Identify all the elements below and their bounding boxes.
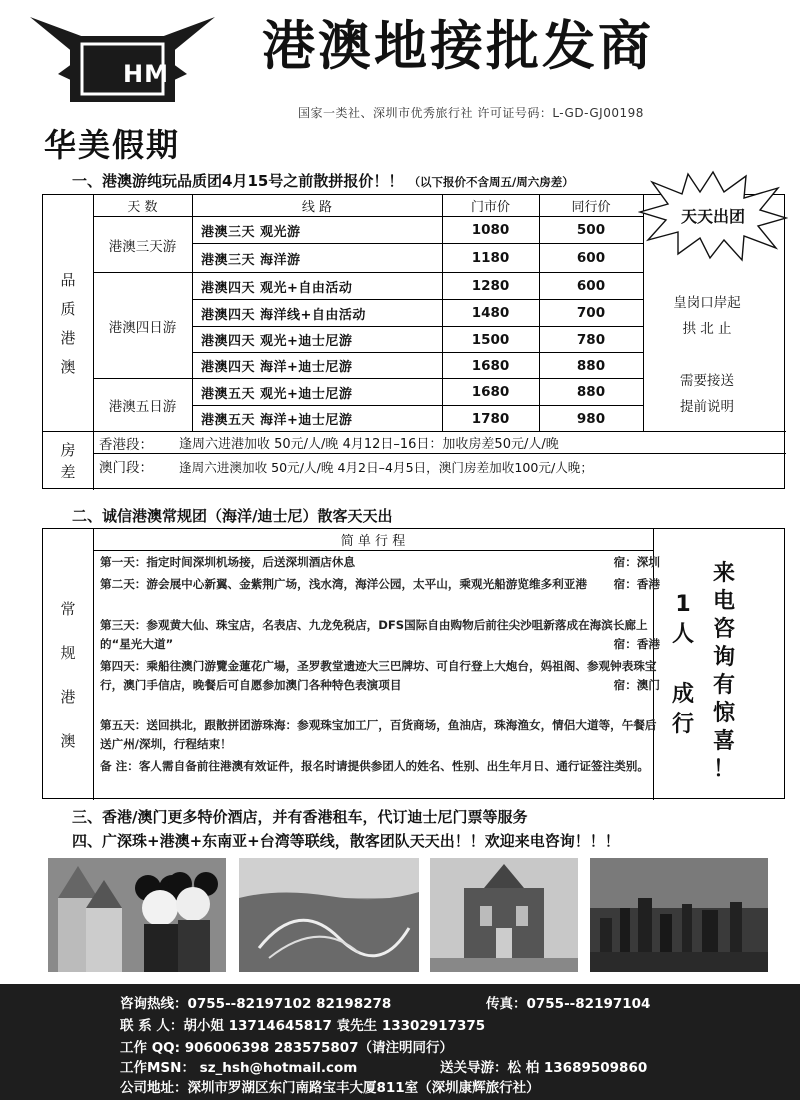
hk-segment-label: 香港段： xyxy=(99,436,153,453)
trade-price: 700 xyxy=(576,305,606,321)
ocean-park-photo xyxy=(239,858,419,972)
call-promo: 来 电 咨 询 有 惊 喜 ！ xyxy=(712,561,735,782)
brand-name: 华美假期 xyxy=(44,126,181,164)
contact-persons: 联 系 人：胡小姐 13714645817 袁先生 13302917375 xyxy=(120,1018,486,1034)
ruins-st-paul-photo xyxy=(430,858,578,972)
route-name: 港澳四天 观光+自由活动 xyxy=(201,280,353,296)
regular-tour-label: 常 规 港 澳 xyxy=(60,600,76,750)
work-msn: 工作MSN： sz_hsh@hotmail.com xyxy=(120,1060,358,1076)
daily-departure-badge: 天天出团 xyxy=(638,170,788,262)
room-surcharge-label: 房 差 xyxy=(60,441,76,481)
macau-segment-text: 逢周六进澳加收 50元/人/晚 4月2日–4月5日，澳门房差加收100元/人晚； xyxy=(179,459,593,475)
route-name: 港澳四天 海洋线+自由活动 xyxy=(201,307,366,323)
hk-skyline-photo xyxy=(590,858,768,972)
logo-initials: HM xyxy=(123,60,169,88)
disneyland-photo xyxy=(48,858,226,972)
section4-title: 四、广深珠+港澳+东南亚+台湾等联线，散客团队天天出！！欢迎来电咨询！！！ xyxy=(72,832,620,850)
company-address: 公司地址：深圳市罗湖区东门南路宝丰大厦811室（深圳康辉旅行社） xyxy=(120,1080,540,1096)
hotline: 咨询热线：0755--82197102 82198278 xyxy=(120,996,392,1012)
itinerary-day-2: 第二天：游会展中心新翼、金紫荆广场，浅水湾，海洋公园，太平山，乘观光船游览维多利亚港 宿：香港 xyxy=(100,577,660,591)
category-label: 品 质 港 澳 xyxy=(60,270,76,376)
min-group-promo: 1 人 成 行 xyxy=(671,592,694,737)
market-price: 1680 xyxy=(471,357,510,374)
trade-price: 600 xyxy=(576,278,606,294)
macau-segment-label: 澳门段： xyxy=(99,460,153,476)
header-trade-price: 同行价 xyxy=(571,200,611,215)
work-qq: 工作 QQ: 906006398 283575807（请注明同行） xyxy=(120,1040,454,1056)
fax: 传真：0755--82197104 xyxy=(486,996,651,1012)
section1-note: （以下报价不含周五/周六房差） xyxy=(408,175,574,189)
trade-price: 880 xyxy=(576,384,606,400)
header-market-price: 门市价 xyxy=(470,200,510,215)
group-4day: 港澳四日游 xyxy=(108,319,177,336)
itinerary-header: 简 单 行 程 xyxy=(340,534,406,549)
market-price: 1480 xyxy=(471,305,510,321)
market-price: 1680 xyxy=(471,384,510,400)
itinerary-remarks: 备 注：客人需自备前往港澳有效证件，报名时请提供参团人的姓名、性别、出生年月日、通行证签注类别。 xyxy=(100,759,649,773)
route-name: 港澳三天 观光游 xyxy=(201,224,301,240)
header-days: 天 数 xyxy=(127,200,158,215)
trade-price: 980 xyxy=(576,410,606,427)
trade-price: 780 xyxy=(576,331,606,348)
trade-price: 600 xyxy=(576,250,606,266)
page-title: 港澳地接批发商 xyxy=(262,15,654,77)
market-price: 1500 xyxy=(471,331,510,348)
route-name: 港澳四天 海洋+迪士尼游 xyxy=(201,360,353,375)
group-3day: 港澳三天游 xyxy=(108,238,177,255)
route-name: 港澳五天 海洋+迪士尼游 xyxy=(201,413,353,428)
section1-title: 一、港澳游纯玩品质团4月15号之前散拼报价！！ （以下报价不含周五/周六房差） xyxy=(72,172,574,190)
market-price: 1280 xyxy=(471,278,510,294)
pickup-note: 皇岗口岸起 拱 北 止 需要接送 提前说明 xyxy=(673,295,741,415)
brand-logo xyxy=(30,12,215,162)
itinerary-day-5: 第五天：送回拱北，跟散拼团游珠海：参观珠宝加工厂，百货商场，鱼油店，珠海渔女，情侣大道等，午餐后送广州/深圳，行程结束！ xyxy=(100,718,657,751)
guide-contact: 送关导游：松 柏 13689509860 xyxy=(440,1060,648,1076)
itinerary-day-4: 第四天：乘船往澳门游覽金蓮花广場，圣罗教堂遗迹大三巴牌坊、可自行登上大炮台，妈祖阁、参观钟表珠宝行，澳门手信店，晚餐后可自愿参加澳门各种特色表演项目 宿：澳门 xyxy=(100,659,660,692)
header-route: 线 路 xyxy=(301,200,333,215)
hk-segment-text: 逢周六进港加收 50元/人/晚 4月12日–16日：加收房差50元/人/晚 xyxy=(179,437,559,452)
section2-title: 二、诚信港澳常规团（海洋/迪士尼）散客天天出 xyxy=(72,507,393,525)
trade-price: 500 xyxy=(576,222,606,238)
market-price: 1780 xyxy=(471,410,510,427)
market-price: 1080 xyxy=(471,222,510,238)
itinerary-day-1: 第一天：指定时间深圳机场接，后送深圳酒店休息 宿：深圳 xyxy=(100,555,660,569)
contact-footer xyxy=(0,984,800,1100)
license-info: 国家一类社、深圳市优秀旅行社 许可证号码：L-GD-GJ00198 xyxy=(298,106,644,120)
market-price: 1180 xyxy=(471,250,510,266)
itinerary-day-3: 第三天：参观黄大仙、珠宝店，名表店、九龙免税店，DFS国际自由购物后前往尖沙咀新落成在海滨长廊上的“星光大道” 宿：香港 xyxy=(100,618,660,651)
route-name: 港澳四天 观光+迪士尼游 xyxy=(201,334,353,349)
route-name: 港澳三天 海洋游 xyxy=(201,252,301,268)
route-name: 港澳五天 观光+迪士尼游 xyxy=(201,386,353,402)
group-5day: 港澳五日游 xyxy=(108,399,177,415)
trade-price: 880 xyxy=(576,357,606,374)
section3-title: 三、香港/澳门更多特价酒店，并有香港租车，代订迪士尼门票等服务 xyxy=(72,808,528,826)
